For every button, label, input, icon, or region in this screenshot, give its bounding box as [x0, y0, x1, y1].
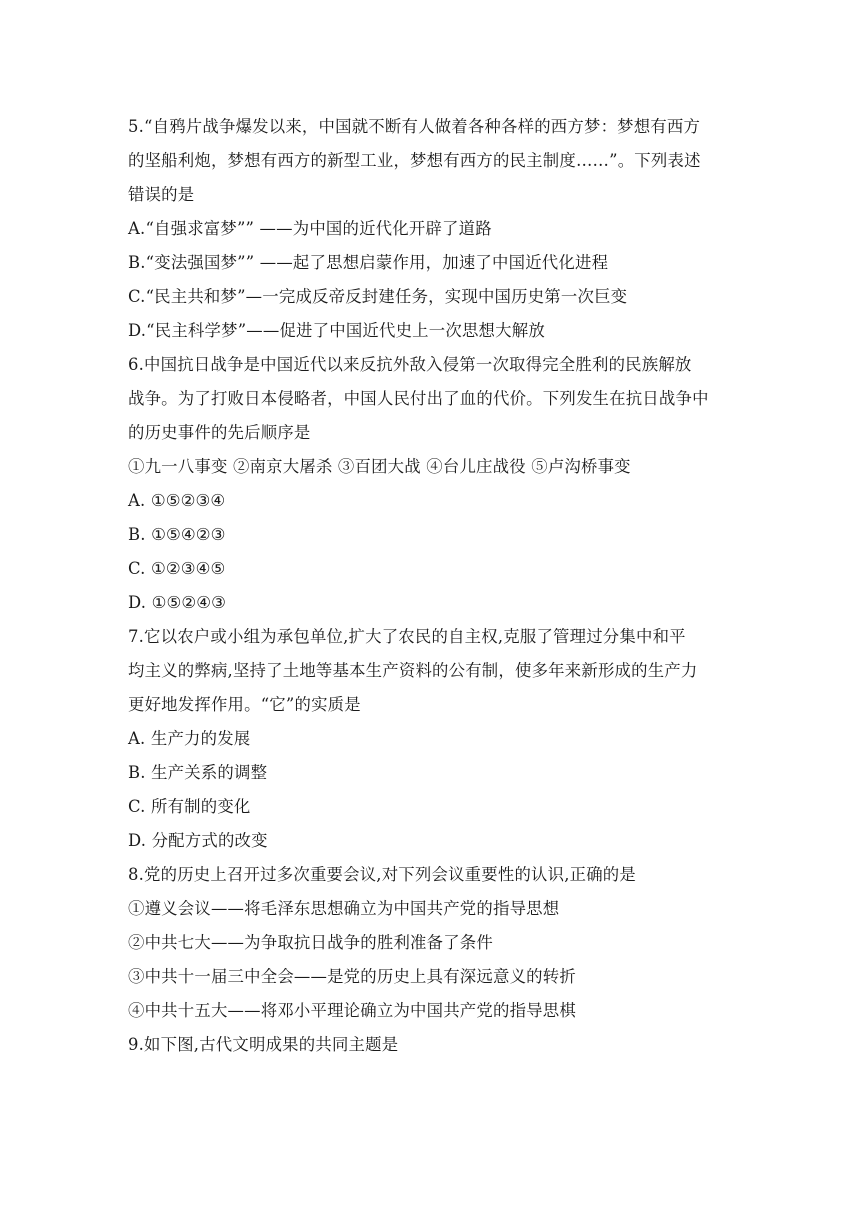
question-8-statement-1: ①遵义会议——将毛泽东思想确立为中国共产党的指导思想: [128, 899, 560, 918]
question-8-statement-3: ③中共十一届三中全会——是党的历史上具有深远意义的转折: [128, 967, 576, 986]
question-5: [128, 110, 733, 348]
question-5-option-c: C.“民主共和梦”—一完成反帝反封建任务，实现中国历史第一次巨变: [128, 287, 628, 306]
question-6-option-a: A. ①⑤②③④: [128, 491, 226, 510]
question-9-stem-line: 9.如下图,古代文明成果的共同主题是: [128, 1035, 399, 1054]
question-7-stem-line: 7.它以农户或小组为承包单位,扩大了农民的自主权,克服了管理过分集中和平: [128, 627, 686, 646]
question-7: [128, 620, 733, 858]
question-7-option-b: B. 生产关系的调整: [128, 763, 268, 782]
question-5-stem-line: 错误的是: [128, 185, 195, 204]
question-6-events-list: ①九一八事变 ②南京大屠杀 ③百团大战 ④台儿庄战役 ⑤卢沟桥事变: [128, 457, 631, 476]
question-8-statement-4: ④中共十五大——将邓小平理论确立为中国共产党的指导思棋: [128, 1001, 576, 1020]
question-7-stem-line: 更好地发挥作用。“它”的实质是: [128, 695, 361, 714]
question-6-option-c: C. ①②③④⑤: [128, 559, 226, 578]
question-8-stem-line: 8.党的历史上召开过多次重要会议,对下列会议重要性的认识,正确的是: [128, 865, 636, 884]
question-6-stem-line: 的历史事件的先后顺序是: [128, 423, 311, 442]
question-6-stem-line: 战争。为了打败日本侵略者，中国人民付出了血的代价。下列发生在抗日战争中: [128, 389, 709, 408]
question-5-stem-line: 的坚船利炮，梦想有西方的新型工业，梦想有西方的民主制度……”。下列表述: [128, 151, 701, 170]
question-6-option-b: B. ①⑤④②③: [128, 525, 226, 544]
question-8: [128, 858, 733, 1028]
question-9: [128, 1028, 733, 1062]
question-5-option-d: D.“民主科学梦”——促进了中国近代史上一次思想大解放: [128, 321, 545, 340]
question-5-option-b: B.“变法强国梦”” ——起了思想启蒙作用，加速了中国近代化进程: [128, 253, 609, 272]
exam-page: [128, 110, 733, 1062]
question-7-option-d: D. 分配方式的改变: [128, 831, 268, 850]
question-5-stem-line: 5.“自鸦片战争爆发以来，中国就不断有人做着各种各样的西方梦：梦想有西方: [128, 117, 701, 136]
question-7-option-a: A. 生产力的发展: [128, 729, 251, 748]
question-6-stem-line: 6.中国抗日战争是中国近代以来反抗外敌入侵第一次取得完全胜利的民族解放: [128, 355, 692, 374]
question-7-option-c: C. 所有制的变化: [128, 797, 251, 816]
question-6-option-d: D. ①⑤②④③: [128, 593, 227, 612]
question-8-statement-2: ②中共七大——为争取抗日战争的胜利准备了条件: [128, 933, 493, 952]
question-6: [128, 348, 733, 620]
question-7-stem-line: 均主义的弊病,坚持了土地等基本生产资料的公有制，使多年来新形成的生产力: [128, 661, 698, 680]
question-5-option-a: A.“自强求富梦”” ——为中国的近代化开辟了道路: [128, 219, 492, 238]
